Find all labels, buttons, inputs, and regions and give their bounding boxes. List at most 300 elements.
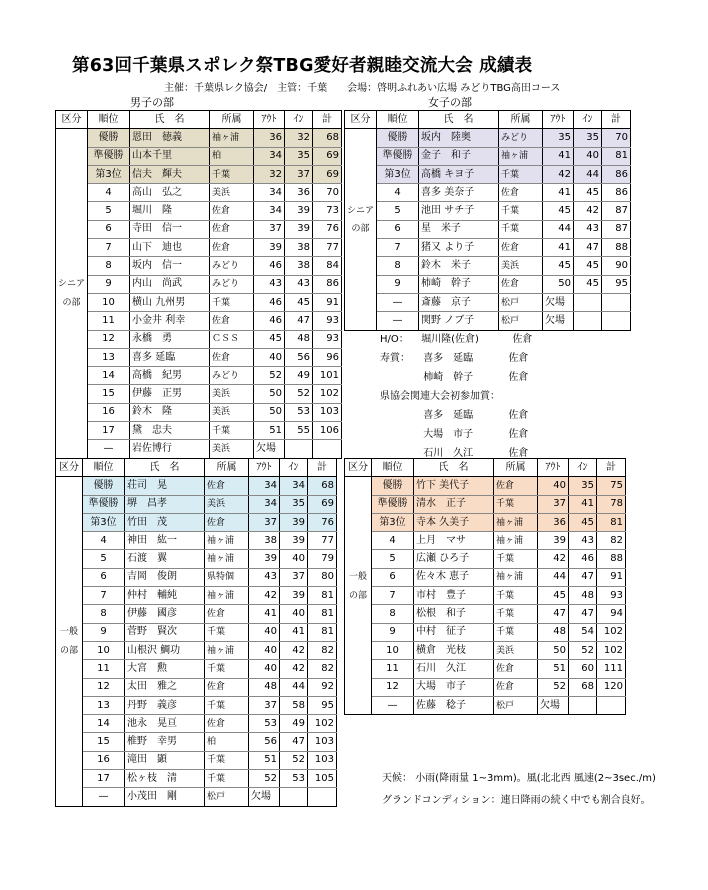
affiliation-cell: 佐倉 (205, 715, 249, 733)
table-row (345, 184, 631, 202)
senior-women-results-table (344, 110, 631, 331)
in-score-cell: 32 (285, 129, 313, 147)
table-row (56, 623, 337, 641)
in-score-cell: 55 (285, 422, 313, 440)
out-score-cell: 37 (254, 220, 285, 238)
total-score-cell: 102 (597, 623, 626, 641)
rank-cell: 6 (372, 568, 414, 586)
table-row (56, 788, 337, 806)
division-cell (345, 129, 377, 147)
name-cell: 信夫 輝夫 (130, 165, 210, 183)
in-score-cell: 38 (285, 239, 313, 257)
rank-cell: 8 (372, 605, 414, 623)
rank-cell: 13 (83, 696, 125, 714)
out-score-cell: 34 (249, 495, 280, 513)
rank-cell: 4 (372, 532, 414, 550)
ground-condition: グランドコンディション：連日降雨の続く中でも割合良好。 (382, 795, 651, 806)
out-score-cell: 52 (254, 367, 285, 385)
out-score-cell: 41 (543, 147, 574, 165)
table-row (56, 568, 337, 586)
header-name: 氏 名 (125, 459, 205, 477)
name-cell: 石川 久江 (414, 660, 494, 678)
header-affiliation: 所属 (494, 459, 538, 477)
division-cell: シニア (56, 275, 88, 293)
name-cell: 寺田 信一 (130, 220, 210, 238)
affiliation-cell: 千葉 (494, 605, 538, 623)
table-row (56, 257, 342, 275)
table-row (56, 770, 337, 788)
in-score-cell: 42 (574, 202, 602, 220)
in-score-cell: 40 (574, 147, 602, 165)
table-row (56, 312, 342, 330)
special-award-name: 喜多 延臨 (423, 353, 474, 364)
table-row (345, 587, 626, 605)
table-row (56, 220, 342, 238)
name-cell: 星 米子 (419, 220, 499, 238)
table-row (56, 403, 342, 421)
affiliation-cell: 千葉 (499, 165, 543, 183)
table-row (56, 715, 337, 733)
in-score-cell: 47 (569, 568, 597, 586)
total-score-cell: 81 (308, 605, 337, 623)
affiliation-cell: 佐倉 (210, 239, 254, 257)
table-row (56, 532, 337, 550)
rank-cell: 11 (88, 312, 130, 330)
out-score-cell: 46 (254, 312, 285, 330)
in-score-cell: 39 (280, 513, 308, 531)
header-in: ｲﾝ (574, 111, 602, 129)
total-score-cell: 92 (308, 678, 337, 696)
total-score-cell: 80 (308, 568, 337, 586)
rank-cell: 9 (377, 275, 419, 293)
division-cell: の部 (345, 220, 377, 238)
affiliation-cell: 佐倉 (210, 202, 254, 220)
total-score-cell: 88 (602, 239, 631, 257)
out-score-cell: 37 (249, 513, 280, 531)
header-affiliation: 所属 (205, 459, 249, 477)
affiliation-cell: ＣＳＳ (210, 330, 254, 348)
header-rank: 順位 (377, 111, 419, 129)
header-name: 氏 名 (130, 111, 210, 129)
in-score-cell: 49 (280, 715, 308, 733)
affiliation-cell: 美浜 (210, 385, 254, 403)
division-cell (56, 550, 83, 568)
in-score-cell: 52 (285, 385, 313, 403)
affiliation-cell: 美浜 (210, 403, 254, 421)
affiliation-cell: 佐倉 (205, 513, 249, 531)
table-row (345, 641, 626, 659)
in-score-cell: 45 (569, 513, 597, 531)
out-score-cell: 40 (249, 660, 280, 678)
in-score-cell: 40 (280, 605, 308, 623)
table-row (56, 587, 337, 605)
division-cell (345, 257, 377, 275)
total-score-cell: 106 (313, 422, 342, 440)
table-row (56, 696, 337, 714)
special-award-name: 柿崎 幹子 (423, 372, 474, 383)
out-score-cell: 46 (254, 257, 285, 275)
rank-cell: 15 (88, 385, 130, 403)
total-score-cell: 76 (308, 513, 337, 531)
division-cell (56, 660, 83, 678)
header-rank: 順位 (83, 459, 125, 477)
name-cell: 大場 市子 (414, 678, 494, 696)
out-score-cell: 欠場 (543, 312, 574, 330)
total-score-cell: 82 (308, 660, 337, 678)
out-score-cell: 52 (538, 678, 569, 696)
table-row (56, 202, 342, 220)
out-score-cell: 40 (249, 641, 280, 659)
in-score-cell (280, 788, 308, 806)
header-in: ｲﾝ (569, 459, 597, 477)
header-division: 区分 (345, 111, 377, 129)
name-cell: 竹田 茂 (125, 513, 205, 531)
table-row (345, 513, 626, 531)
affiliation-cell: 佐倉 (205, 605, 249, 623)
affiliation-cell: 美浜 (210, 184, 254, 202)
name-cell: 吉岡 俊朗 (125, 568, 205, 586)
total-score-cell: 87 (602, 220, 631, 238)
name-cell: 高橋 キヨ子 (419, 165, 499, 183)
out-score-cell: 欠場 (538, 696, 569, 714)
in-score-cell: 43 (285, 275, 313, 293)
division-cell: 一般 (345, 568, 372, 586)
table-row (56, 184, 342, 202)
name-cell: 神田 紘一 (125, 532, 205, 550)
out-score-cell: 35 (543, 129, 574, 147)
rank-cell: 優勝 (377, 129, 419, 147)
affiliation-cell: みどり (499, 129, 543, 147)
name-cell: 椎野 幸男 (125, 733, 205, 751)
affiliation-cell: 佐倉 (210, 348, 254, 366)
header-division: 区分 (56, 459, 83, 477)
affiliation-cell: 佐倉 (499, 239, 543, 257)
division-cell: の部 (56, 641, 83, 659)
header-out: ｱｳﾄ (543, 111, 574, 129)
table-row (56, 477, 337, 495)
out-score-cell: 36 (538, 513, 569, 531)
table-row (56, 165, 342, 183)
ho-affiliation: 佐倉 (512, 334, 533, 345)
in-score-cell: 47 (285, 312, 313, 330)
name-cell: 鈴木 隆 (130, 403, 210, 421)
table-row (345, 678, 626, 696)
rank-cell: 17 (88, 422, 130, 440)
out-score-cell: 51 (254, 422, 285, 440)
affiliation-cell: 千葉 (499, 202, 543, 220)
in-score-cell: 41 (569, 495, 597, 513)
rank-cell: 7 (377, 239, 419, 257)
total-score-cell: 68 (313, 129, 342, 147)
weather-label: 天候： (382, 773, 412, 784)
header-name: 氏 名 (419, 111, 499, 129)
rank-cell: 4 (377, 184, 419, 202)
division-cell (56, 257, 88, 275)
rank-cell: 4 (88, 184, 130, 202)
rank-cell: — (88, 440, 130, 458)
table-row (56, 495, 337, 513)
weather-value: 小雨(降雨量 1~3mm)。風(北北西 風速(2~3sec./m) (415, 773, 656, 784)
division-cell: の部 (56, 293, 88, 311)
name-cell: 喜多 延臨 (130, 348, 210, 366)
in-score-cell: 40 (280, 550, 308, 568)
division-cell (56, 568, 83, 586)
rank-cell: 6 (83, 568, 125, 586)
table-row (56, 129, 342, 147)
total-score-cell (313, 440, 342, 458)
out-score-cell: 37 (538, 495, 569, 513)
rank-cell: 17 (83, 770, 125, 788)
table-row (56, 348, 342, 366)
rank-cell: 優勝 (372, 477, 414, 495)
total-score-cell: 96 (313, 348, 342, 366)
in-score-cell: 37 (285, 165, 313, 183)
division-cell (56, 733, 83, 751)
affiliation-cell: 松戸 (205, 788, 249, 806)
division-cell (345, 275, 377, 293)
division-cell (56, 312, 88, 330)
total-score-cell: 91 (313, 293, 342, 311)
division-cell (56, 129, 88, 147)
name-cell: 柿崎 幹子 (419, 275, 499, 293)
rank-cell: 9 (88, 275, 130, 293)
rank-cell: — (83, 788, 125, 806)
division-cell (345, 513, 372, 531)
affiliation-cell: 柏 (210, 147, 254, 165)
table-row (56, 733, 337, 751)
affiliation-cell: 美浜 (205, 495, 249, 513)
total-score-cell: 68 (308, 477, 337, 495)
total-score-cell: 86 (602, 184, 631, 202)
total-score-cell: 111 (597, 660, 626, 678)
rank-cell: 6 (377, 220, 419, 238)
rank-cell: 9 (372, 623, 414, 641)
rank-cell: 11 (83, 660, 125, 678)
name-cell: 伊藤 國彦 (125, 605, 205, 623)
total-score-cell: 79 (308, 550, 337, 568)
in-score-cell: 39 (285, 202, 313, 220)
affiliation-cell: 千葉 (205, 660, 249, 678)
total-score-cell: 103 (313, 403, 342, 421)
rank-cell: 優勝 (83, 477, 125, 495)
affiliation-cell: 佐倉 (210, 312, 254, 330)
affiliation-cell: みどり (210, 257, 254, 275)
affiliation-cell: 佐倉 (494, 660, 538, 678)
senior-men-results-table (55, 110, 342, 459)
name-cell: 坂内 信一 (130, 257, 210, 275)
ho-label: H/O： (380, 334, 409, 345)
division-cell (56, 403, 88, 421)
total-score-cell: 105 (308, 770, 337, 788)
division-cell (345, 293, 377, 311)
total-score-cell (602, 293, 631, 311)
in-score-cell (574, 293, 602, 311)
name-cell: 山本千里 (130, 147, 210, 165)
in-score-cell: 35 (569, 477, 597, 495)
table-row (56, 422, 342, 440)
total-score-cell: 88 (597, 550, 626, 568)
affiliation-cell: 袖ヶ浦 (205, 587, 249, 605)
division-cell (56, 184, 88, 202)
rank-cell: 第3位 (372, 513, 414, 531)
out-score-cell: 38 (249, 532, 280, 550)
affiliation-cell: 千葉 (205, 623, 249, 641)
division-cell (56, 788, 83, 806)
in-score-cell: 60 (569, 660, 597, 678)
division-cell (56, 696, 83, 714)
total-score-cell: 73 (313, 202, 342, 220)
out-score-cell: 39 (249, 550, 280, 568)
affiliation-cell: 佐倉 (499, 275, 543, 293)
total-score-cell: 91 (597, 568, 626, 586)
table-row (56, 660, 337, 678)
name-cell: 松ヶ枝 清 (125, 770, 205, 788)
header-total: 計 (313, 111, 342, 129)
out-score-cell: 42 (538, 550, 569, 568)
out-score-cell: 45 (538, 587, 569, 605)
rank-cell: — (377, 293, 419, 311)
in-score-cell: 34 (280, 477, 308, 495)
total-score-cell: 86 (602, 165, 631, 183)
total-score-cell: 93 (597, 587, 626, 605)
out-score-cell: 44 (543, 220, 574, 238)
total-score-cell: 102 (313, 385, 342, 403)
out-score-cell: 43 (249, 568, 280, 586)
out-score-cell: 45 (254, 330, 285, 348)
total-score-cell: 93 (313, 312, 342, 330)
affiliation-cell: 袖ヶ浦 (205, 550, 249, 568)
in-score-cell: 68 (569, 678, 597, 696)
rank-cell: 9 (83, 623, 125, 641)
ho-name: 堀川隆(佐倉) (421, 334, 479, 345)
total-score-cell (308, 788, 337, 806)
total-score-cell: 77 (308, 532, 337, 550)
name-cell: 山根沢 鯛功 (125, 641, 205, 659)
name-cell: 山下 迪也 (130, 239, 210, 257)
rank-cell: — (377, 312, 419, 330)
division-cell (56, 385, 88, 403)
general-men-results-table (55, 458, 337, 807)
out-score-cell: 41 (543, 239, 574, 257)
out-score-cell: 40 (249, 623, 280, 641)
affiliation-cell: 佐倉 (205, 678, 249, 696)
division-cell (56, 715, 83, 733)
total-score-cell: 120 (597, 678, 626, 696)
in-score-cell: 44 (574, 165, 602, 183)
division-cell (345, 477, 372, 495)
header-out: ｱｳﾄ (254, 111, 285, 129)
rank-cell: 8 (83, 605, 125, 623)
division-cell (56, 348, 88, 366)
out-score-cell: 50 (254, 385, 285, 403)
division-cell (56, 770, 83, 788)
out-score-cell: 56 (249, 733, 280, 751)
out-score-cell: 42 (249, 587, 280, 605)
total-score-cell: 90 (602, 257, 631, 275)
rank-cell: 12 (83, 678, 125, 696)
out-score-cell: 34 (254, 147, 285, 165)
out-score-cell: 50 (254, 403, 285, 421)
table-row (56, 605, 337, 623)
name-cell: 佐藤 稔子 (414, 696, 494, 714)
total-score-cell (597, 696, 626, 714)
division-cell (345, 605, 372, 623)
name-cell: 寺本 久美子 (414, 513, 494, 531)
affiliation-cell: 佐倉 (210, 220, 254, 238)
rank-cell: 13 (88, 348, 130, 366)
table-row (345, 202, 631, 220)
table-row (345, 220, 631, 238)
total-score-cell: 75 (597, 477, 626, 495)
rank-cell: 第3位 (377, 165, 419, 183)
total-score-cell: 103 (308, 751, 337, 769)
division-cell (56, 495, 83, 513)
total-score-cell: 82 (597, 532, 626, 550)
table-header-row (56, 111, 342, 129)
affiliation-cell: みどり (210, 275, 254, 293)
division-cell (56, 220, 88, 238)
in-score-cell: 53 (280, 770, 308, 788)
affiliation-cell: 佐倉 (499, 184, 543, 202)
total-score-cell: 87 (602, 202, 631, 220)
affiliation-cell: 袖ヶ浦 (494, 513, 538, 531)
division-cell: の部 (345, 587, 372, 605)
out-score-cell: 43 (254, 275, 285, 293)
division-cell (345, 678, 372, 696)
name-cell: 高橋 紀男 (130, 367, 210, 385)
rank-cell: 10 (83, 641, 125, 659)
division-cell (56, 367, 88, 385)
division-cell (56, 330, 88, 348)
affiliation-cell: 美浜 (494, 641, 538, 659)
table-row (345, 257, 631, 275)
in-score-cell: 54 (569, 623, 597, 641)
header-total: 計 (597, 459, 626, 477)
in-score-cell: 48 (569, 587, 597, 605)
name-cell: 大宮 勲 (125, 660, 205, 678)
out-score-cell: 34 (254, 202, 285, 220)
total-score-cell: 70 (602, 129, 631, 147)
name-cell: 菅野 賢次 (125, 623, 205, 641)
division-cell (345, 660, 372, 678)
total-score-cell: 94 (597, 605, 626, 623)
name-cell: 中村 征子 (414, 623, 494, 641)
total-score-cell: 70 (313, 184, 342, 202)
in-score-cell: 39 (285, 220, 313, 238)
total-score-cell: 76 (313, 220, 342, 238)
division-cell (345, 312, 377, 330)
division-cell (56, 165, 88, 183)
table-row (345, 605, 626, 623)
affiliation-cell: 千葉 (210, 422, 254, 440)
name-cell: 坂内 陸奥 (419, 129, 499, 147)
total-score-cell: 82 (308, 641, 337, 659)
division-cell (56, 477, 83, 495)
name-cell: 黛 忠夫 (130, 422, 210, 440)
out-score-cell: 45 (543, 257, 574, 275)
name-cell: 荘司 晃 (125, 477, 205, 495)
total-score-cell: 81 (602, 147, 631, 165)
rank-cell: 7 (372, 587, 414, 605)
name-cell: 内山 尚武 (130, 275, 210, 293)
first-time-award-name: 喜多 延臨 (423, 410, 474, 421)
affiliation-cell: 松戸 (494, 696, 538, 714)
in-score-cell: 37 (280, 568, 308, 586)
division-cell: 一般 (56, 623, 83, 641)
in-score-cell: 44 (280, 678, 308, 696)
out-score-cell: 50 (543, 275, 574, 293)
name-cell: 喜多 美奈子 (419, 184, 499, 202)
